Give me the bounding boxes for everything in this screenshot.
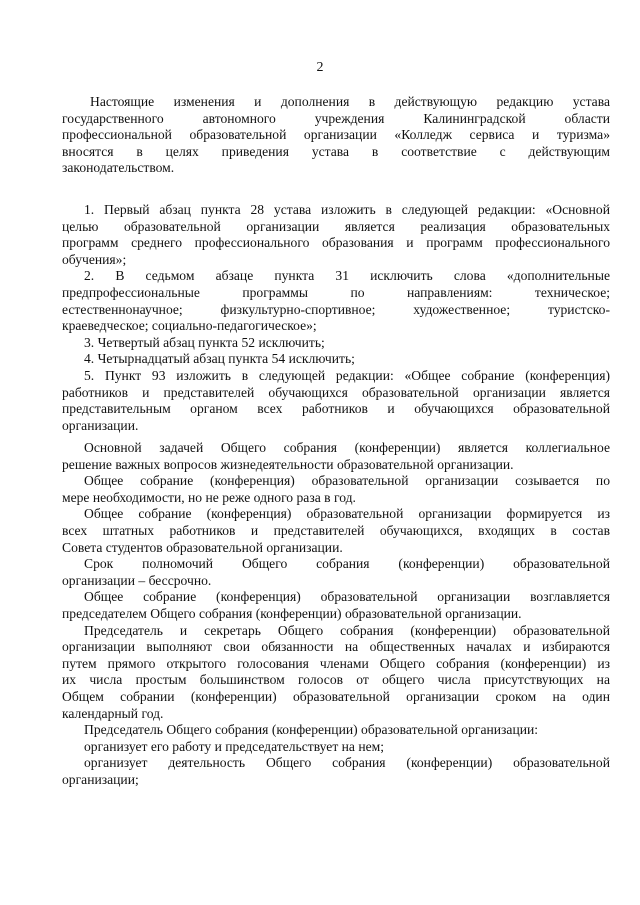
text-line: календарный год. bbox=[62, 705, 164, 721]
text-line: целью образовательной организации является реализация образовательных bbox=[62, 218, 610, 234]
text-line: Председатель Общего собрания (конференции) образовательной организации: bbox=[84, 722, 539, 738]
text-line: Общее собрание (конференция) образовательной организации созывается по bbox=[84, 473, 610, 489]
text-line: 5. Пункт 93 изложить в следующей редакции: «Общее собрание (конференция) bbox=[84, 367, 610, 383]
text-line: путем прямого открытого голосования членами Общего собрания (конференции) из bbox=[62, 655, 610, 671]
amendment-list bbox=[62, 202, 610, 434]
text-line: Настоящие изменения и дополнения в действующую редакцию устава bbox=[90, 94, 610, 109]
text-line: организации; bbox=[62, 771, 139, 787]
text-line: 1. Первый абзац пункта 28 устава изложить в следующей редакции: «Основной bbox=[84, 202, 610, 217]
text-line: Срок полномочий Общего собрания (конференции) образовательной bbox=[84, 556, 610, 572]
text-line: естественнонаучное; физкультурно-спортивное; художественное; туристско- bbox=[62, 301, 610, 317]
text-line: 3. Четвертый абзац пункта 52 исключить; bbox=[84, 334, 325, 350]
text-line: Общее собрание (конференция) образовательной организации формируется из bbox=[84, 506, 610, 522]
text-line: обучения»; bbox=[62, 251, 127, 267]
page-number: 2 bbox=[316, 60, 324, 75]
text-line: их числа простым большинством голосов от общего числа присутствующих на bbox=[62, 672, 610, 688]
text-line: 2. В седьмом абзаце пункта 31 исключить слова «дополнительные bbox=[84, 268, 610, 284]
text-line: законодательством. bbox=[62, 160, 175, 176]
text-line: Основной задачей Общего собрания (конференции) является коллегиальное bbox=[84, 440, 610, 455]
text-line: председателем Общего собрания (конференции) образовательной организации. bbox=[62, 605, 522, 621]
text-line: Председатель и секретарь Общего собрания (конференции) образовательной bbox=[84, 622, 610, 638]
text-line: вносятся в целях приведения устава в соответствие с действующим bbox=[62, 143, 610, 159]
text-line: краеведческое; социально-педагогическое»; bbox=[62, 318, 317, 334]
text-line: Общее собрание (конференция) образовательной организации возглавляется bbox=[84, 589, 610, 605]
text-line: государственного автономного учреждения Калининградской области bbox=[62, 110, 610, 126]
text-line: организует его работу и председательствует на нем; bbox=[84, 738, 385, 754]
text-line: предпрофессиональные программы по направлениям: техническое; bbox=[62, 284, 610, 300]
text-line: организации. bbox=[62, 417, 139, 433]
text-line: решение важных вопросов жизнедеятельности образовательной организации. bbox=[62, 456, 514, 472]
text-line: организации – бессрочно. bbox=[62, 572, 212, 588]
intro-paragraph bbox=[62, 94, 610, 177]
text-line: мере необходимости, но не реже одного раза в год. bbox=[62, 489, 356, 505]
text-line: работников и представителей обучающихся образовательной организации является bbox=[62, 384, 610, 400]
text-line: профессиональной образовательной организации «Колледж сервиса и туризма» bbox=[62, 127, 610, 143]
text-line: организует деятельность Общего собрания (конференции) образовательной bbox=[84, 755, 610, 771]
text-line: организации выполняют свои обязанности на общественных началах и избираются bbox=[62, 639, 610, 655]
text-line: представительным органом всех работников и обучающихся образовательной bbox=[62, 401, 610, 417]
text-line: Общем собрании (конференции) образовательной организации сроком на один bbox=[62, 688, 610, 704]
text-line: Совета студентов образовательной организации. bbox=[62, 539, 343, 555]
text-line: всех штатных работников и представителей обучающихся, входящих в состав bbox=[62, 522, 610, 538]
body-paragraphs bbox=[62, 440, 610, 788]
text-line: программ среднего профессионального образования и программ профессионального bbox=[62, 235, 610, 251]
text-line: 4. Четырнадцатый абзац пункта 54 исключить; bbox=[84, 351, 355, 367]
